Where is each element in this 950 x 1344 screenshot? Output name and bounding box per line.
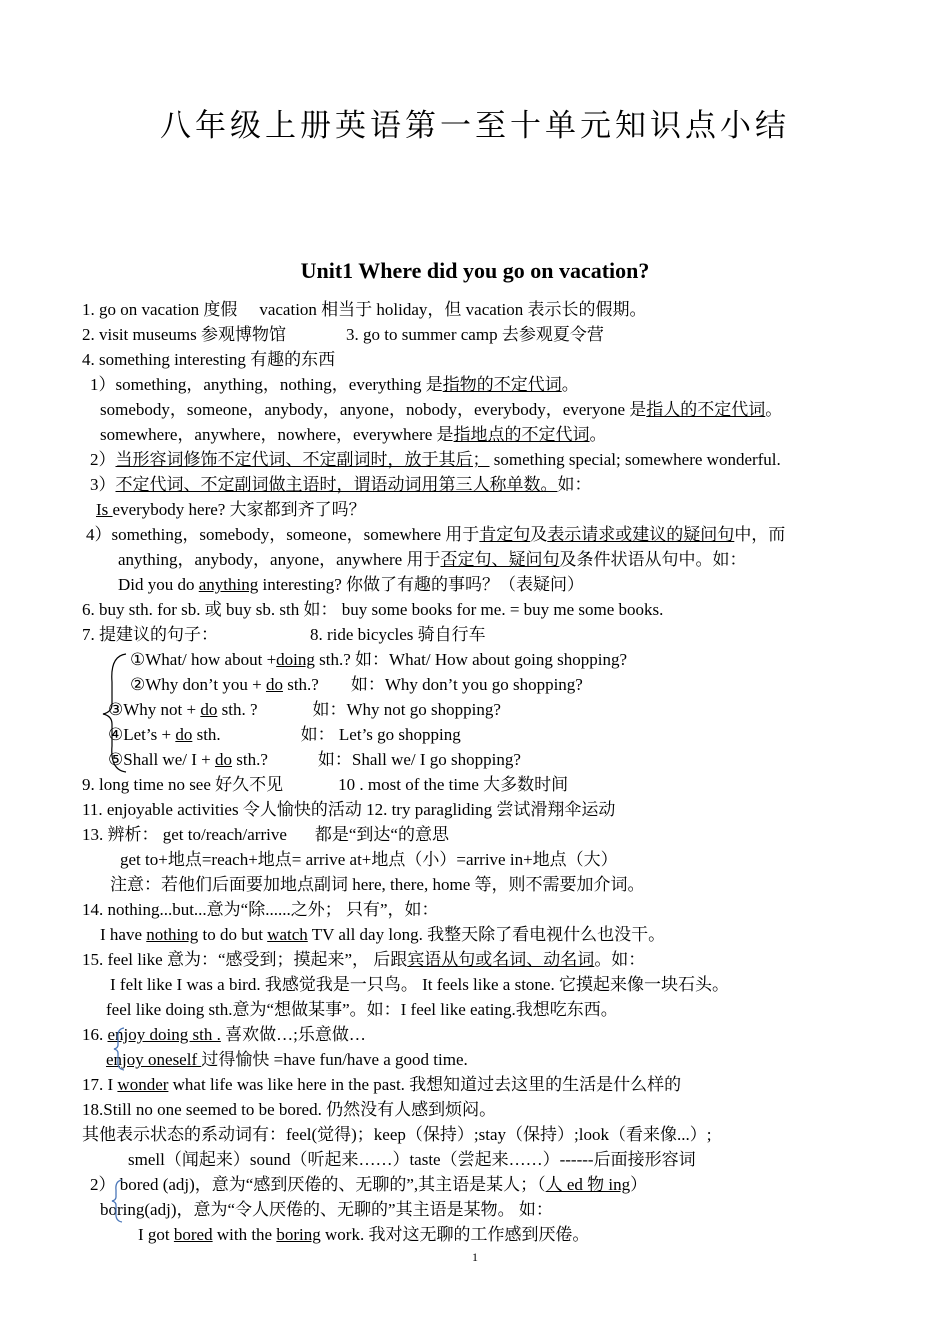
unit-heading: Unit1 Where did you go on vacation? — [300, 258, 650, 283]
text-line — [82, 899, 439, 921]
text-segment: 13. 辨析： get to/reach/arrive — [82, 825, 287, 844]
text-segment: 11. enjoyable activities 令人愉快的活动 12. try paragliding 尝试滑翔伞运动 — [82, 800, 616, 819]
text-line — [82, 799, 615, 821]
text-segment: work. 我对这无聊的工作感到厌倦。 — [320, 1225, 590, 1244]
text-line — [100, 924, 665, 946]
text-segment: smell（闻起来）sound（听起来……）taste（尝起来……）------后面接形容词 — [128, 1150, 696, 1169]
text-line — [82, 824, 449, 846]
text-segment: 。如： — [594, 950, 646, 969]
text-segment: 。 — [561, 375, 579, 394]
text-segment: I got — [138, 1225, 174, 1244]
underlined-text: Is — [96, 500, 113, 519]
text-segment: ） — [630, 1175, 648, 1194]
text-line — [82, 1074, 681, 1096]
text-segment: 如： — [557, 475, 592, 494]
underlined-text: do — [214, 750, 232, 769]
text-line — [130, 649, 627, 671]
text-segment: 2） bored (adj)，意为“感到厌倦的、无聊的”,其主语是某人；（ — [90, 1175, 546, 1194]
text-segment: sth. ? — [217, 700, 258, 719]
text-segment: 过得愉快 =have fun/have a good time. — [201, 1050, 468, 1069]
text-line — [138, 1224, 589, 1246]
text-segment: sth.? 如：What/ How about going shopping? — [314, 650, 628, 669]
text-segment: 3） — [90, 475, 116, 494]
text-segment: get to+地点=reach+地点= arrive at+地点（小）=arrive in+地点（大） — [120, 850, 618, 869]
underlined-text: 肯定句 — [479, 525, 531, 544]
underlined-text: enjoy oneself — [106, 1050, 202, 1069]
brace-suggestions — [100, 652, 130, 774]
text-segment: sth.? — [282, 675, 319, 694]
text-line — [90, 374, 579, 396]
text-segment: interesting? 你做了有趣的事吗？（表疑问） — [258, 575, 585, 594]
text-segment: ①What/ how about + — [130, 650, 277, 669]
text-segment: with the — [212, 1225, 277, 1244]
text-line — [82, 299, 647, 321]
text-segment: 18.Still no one seemed to be bored. 仍然没有人感到烦闷。 — [82, 1100, 497, 1119]
brace-enjoy — [112, 1026, 126, 1072]
text-segment: somebody，someone，anybody，anyone，nobody，everybody，everyone 是 — [100, 400, 647, 419]
text-segment: I felt like I was a bird. 我感觉我是一只鸟。 It feels like a stone. 它摸起来像一块石头。 — [110, 975, 729, 994]
text-segment: 都是“到达“的意思 — [314, 825, 449, 844]
text-segment: TV all day long. 我整天除了看电视什么也没干。 — [307, 925, 666, 944]
text-segment: 如： Let’s go shopping — [300, 725, 461, 744]
underlined-text: boring — [276, 1225, 321, 1244]
underlined-text: 不定代词、不定副词做主语时，谓语动词用第三人称单数。 — [115, 475, 558, 494]
text-segment: 8. ride bicycles 骑自行车 — [310, 625, 486, 644]
text-segment: 4）something，somebody，someone，somewhere 用于 — [86, 525, 480, 544]
underlined-text: 指地点的不定代词 — [453, 425, 590, 444]
text-line — [82, 324, 604, 346]
underlined-text: 指物的不定代词 — [442, 375, 562, 394]
text-segment: 1）something，anything，nothing，everything 是 — [90, 375, 443, 394]
text-segment: 1. go on vacation 度假 — [82, 300, 238, 319]
text-segment: 10 . most of the time 大多数时间 — [338, 775, 569, 794]
text-line — [90, 449, 781, 471]
underlined-text: bored — [173, 1225, 213, 1244]
text-line — [108, 699, 501, 721]
underlined-text: nothing — [146, 925, 199, 944]
underlined-text: do — [265, 675, 283, 694]
text-segment: vacation 相当于 holiday，但 vacation 表示长的假期。 — [259, 300, 647, 319]
underlined-text: anything — [198, 575, 259, 594]
text-line — [118, 549, 746, 571]
text-line — [82, 1124, 711, 1146]
text-line — [108, 724, 461, 746]
page-title: 八年级上册英语第一至十单元知识点小结 — [160, 108, 790, 144]
text-segment: ③Why not + — [108, 700, 201, 719]
brace-bored — [110, 1178, 124, 1224]
underlined-text: wonder — [117, 1075, 169, 1094]
underlined-text: 否定句、疑问句 — [440, 550, 560, 569]
text-segment: 7. 提建议的句子： — [82, 625, 218, 644]
text-line — [82, 1099, 496, 1121]
text-line — [108, 749, 521, 771]
text-line — [90, 474, 592, 496]
text-line — [100, 1199, 553, 1221]
underlined-text: 人 ed 物 ing — [545, 1175, 631, 1194]
text-line — [110, 974, 729, 996]
text-segment: what life was like here in the past. 我想知道过去这里的生活是什么样的 — [168, 1075, 682, 1094]
underlined-text: enjoy doing sth . — [107, 1025, 221, 1044]
underlined-text: watch — [267, 925, 308, 944]
text-segment: 如：Why not go shopping? — [312, 700, 501, 719]
text-line — [130, 674, 583, 696]
underlined-text: 当形容词修饰不定代词、不定副词时，放于其后； — [115, 450, 490, 469]
text-segment: 注意：若他们后面要加地点副词 here, there, home 等，则不需要加介词。 — [110, 875, 645, 894]
text-line — [82, 949, 645, 971]
text-segment: to do but — [198, 925, 268, 944]
text-segment: boring(adj)，意为“令人厌倦的、无聊的”其主语是某物。 如： — [100, 1200, 553, 1219]
text-segment: sth. — [192, 725, 221, 744]
text-segment: 9. long time no see 好久不见 — [82, 775, 284, 794]
text-segment: everybody here? 大家都到齐了吗？ — [112, 500, 366, 519]
text-segment: 16. — [82, 1025, 108, 1044]
text-segment: 3. go to summer camp 去参观夏令营 — [346, 325, 604, 344]
underlined-text: 表示请求或建议的疑问句 — [547, 525, 735, 544]
page-number: 1 — [472, 1250, 478, 1264]
text-segment: ②Why don’t you + — [130, 675, 266, 694]
text-segment: feel like doing sth.意为“想做某事”。如：I feel like eating.我想吃东西。 — [106, 1000, 618, 1019]
text-line — [106, 1049, 468, 1071]
underlined-text: do — [200, 700, 218, 719]
underlined-text: doing — [276, 650, 315, 669]
text-segment: sth.? — [231, 750, 268, 769]
text-line — [100, 399, 782, 421]
text-segment: somewhere，anywhere，nowhere，everywhere 是 — [100, 425, 454, 444]
text-segment: 6. buy sth. for sb. 或 buy sb. sth 如： buy some books for me. = buy me some books. — [82, 600, 664, 619]
text-line — [120, 849, 618, 871]
text-segment: anything，anybody，anyone，anywhere 用于 — [118, 550, 441, 569]
underlined-text: 宾语从句或名词、动名词 — [407, 950, 595, 969]
text-segment: I have — [100, 925, 147, 944]
text-segment: ④Let’s + — [108, 725, 176, 744]
text-segment: 15. feel like 意为：“感受到；摸起来”， 后跟 — [82, 950, 408, 969]
text-segment: 14. nothing...but...意为“除......之外； 只有”，如： — [82, 900, 439, 919]
text-segment: 如：Why don’t you go shopping? — [350, 675, 583, 694]
text-segment: 中，而 — [734, 525, 786, 544]
text-line — [128, 1149, 696, 1171]
text-line — [82, 599, 663, 621]
text-segment: something special; somewhere wonderful. — [489, 450, 781, 469]
text-segment: 4. something interesting 有趣的东西 — [82, 350, 336, 369]
text-segment: 。 — [589, 425, 607, 444]
text-line — [82, 349, 335, 371]
text-segment: 。 — [765, 400, 783, 419]
text-segment: 2） — [90, 450, 116, 469]
text-segment: 喜欢做…;乐意做… — [220, 1025, 366, 1044]
text-segment: 及 — [530, 525, 548, 544]
underlined-text: do — [175, 725, 193, 744]
text-line — [118, 574, 584, 596]
text-segment: Did you do — [118, 575, 199, 594]
text-line — [106, 999, 618, 1021]
text-line — [82, 624, 486, 646]
text-segment: 如：Shall we/ I go shopping? — [317, 750, 521, 769]
text-line — [110, 874, 645, 896]
text-line — [82, 774, 568, 796]
text-segment: ⑤Shall we/ I + — [108, 750, 215, 769]
text-segment: 及条件状语从句中。如： — [559, 550, 747, 569]
text-line — [86, 524, 785, 546]
text-segment: 其他表示状态的系动词有：feel(觉得)；keep（保持）;stay（保持）;look（看来像...）; — [82, 1125, 712, 1144]
text-line — [96, 499, 366, 521]
text-line — [90, 1174, 647, 1196]
underlined-text: 指人的不定代词 — [646, 400, 766, 419]
text-line — [100, 424, 607, 446]
text-segment: 2. visit museums 参观博物馆 — [82, 325, 287, 344]
text-segment: 17. I — [82, 1075, 118, 1094]
